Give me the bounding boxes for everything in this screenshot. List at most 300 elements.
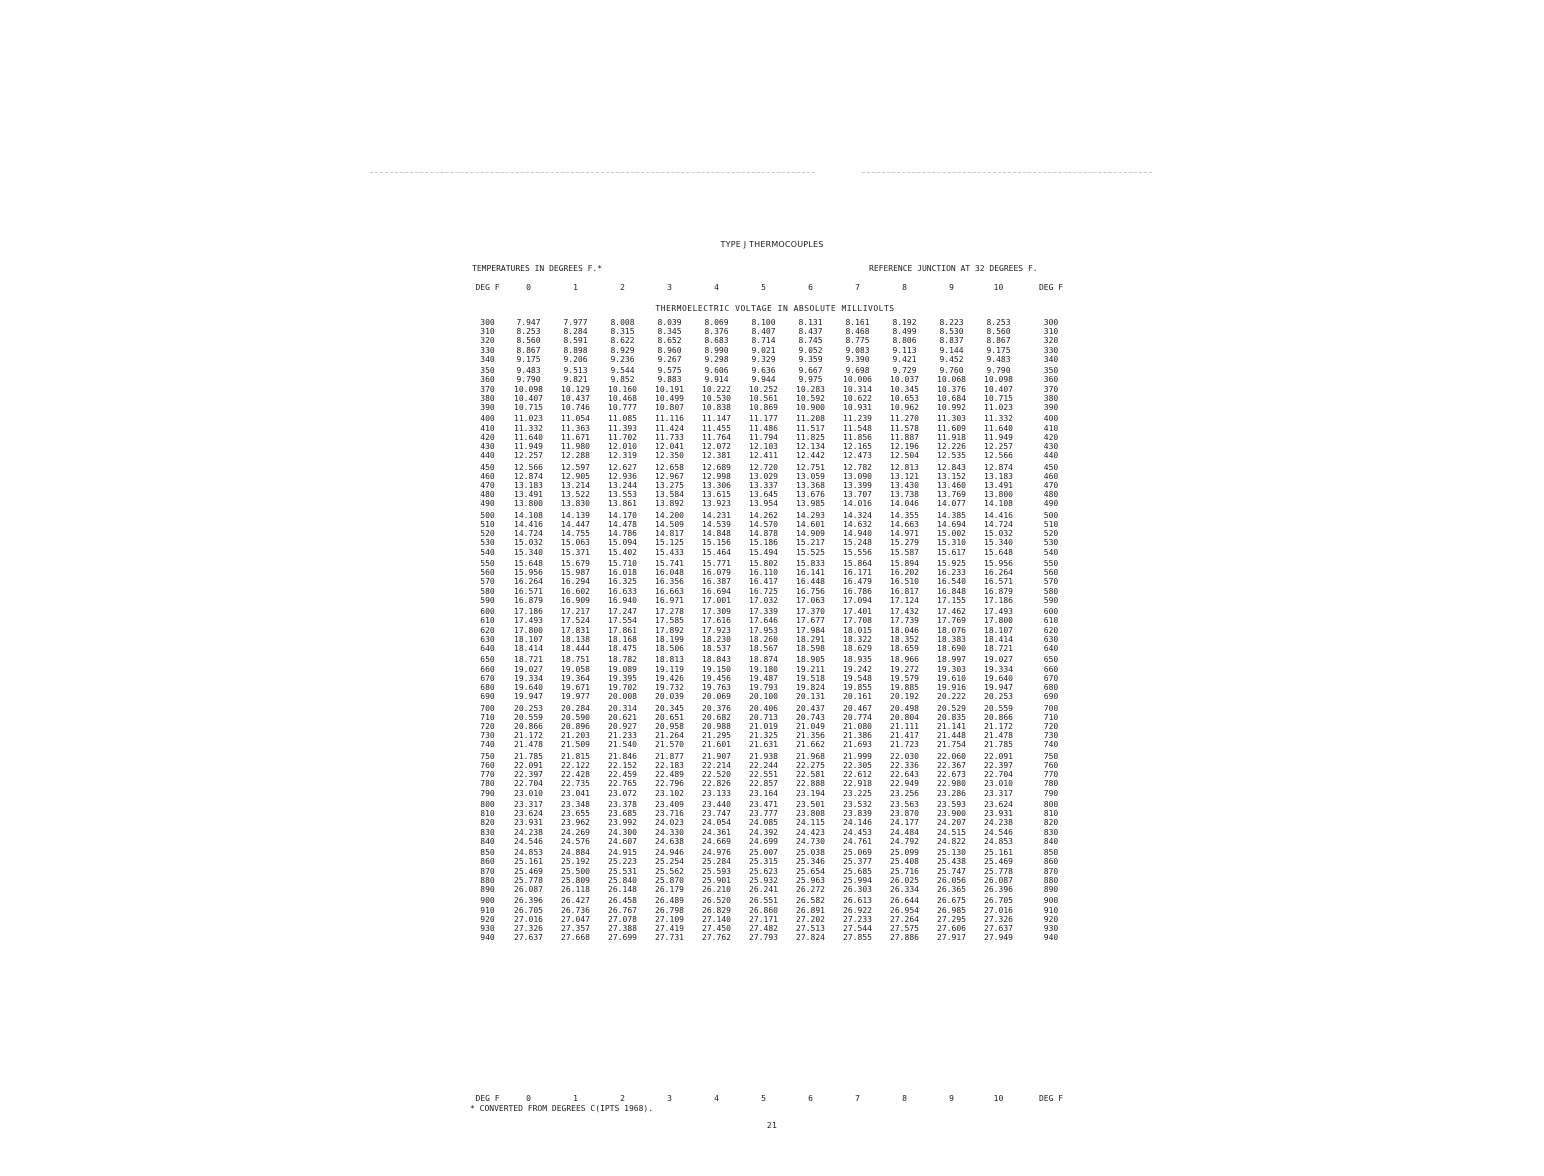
- voltage-cell: 11.208: [796, 414, 825, 424]
- voltage-cell: 20.774: [843, 712, 872, 722]
- voltage-cell: 22.428: [561, 770, 590, 780]
- voltage-cell: 12.936: [608, 471, 637, 481]
- voltage-cell: 13.214: [561, 481, 590, 491]
- voltage-cell: 8.530: [939, 327, 964, 337]
- voltage-cell: 25.377: [843, 857, 872, 867]
- table-row: [470, 837, 1080, 846]
- temperature-cell: 800: [1043, 800, 1059, 810]
- voltage-cell: 15.248: [843, 538, 872, 548]
- voltage-cell: 16.909: [561, 595, 590, 605]
- voltage-cell: 25.469: [514, 866, 543, 876]
- voltage-cell: 21.325: [749, 731, 778, 741]
- voltage-cell: 11.023: [514, 414, 543, 424]
- column-header: 1: [573, 283, 578, 292]
- temperature-cell: 680: [1043, 683, 1059, 693]
- voltage-cell: 10.407: [984, 384, 1013, 394]
- voltage-cell: 27.699: [608, 933, 637, 943]
- voltage-cell: 20.253: [514, 703, 543, 713]
- voltage-cell: 8.714: [751, 336, 776, 346]
- voltage-cell: 25.315: [749, 857, 778, 867]
- voltage-cell: 26.922: [843, 905, 872, 915]
- voltage-cell: 16.079: [702, 568, 731, 578]
- temperature-cell: 300: [1043, 318, 1059, 327]
- voltage-cell: 15.556: [843, 547, 872, 557]
- voltage-cell: 26.985: [937, 905, 966, 915]
- voltage-cell: 26.954: [890, 905, 919, 915]
- voltage-cell: 10.777: [608, 403, 637, 413]
- temperature-cell: 780: [1043, 779, 1059, 789]
- voltage-cell: 10.561: [749, 393, 778, 403]
- voltage-cell: 22.183: [655, 761, 684, 771]
- voltage-cell: 19.242: [843, 664, 872, 674]
- column-header: 4: [714, 283, 719, 292]
- column-header: 8: [902, 283, 907, 292]
- voltage-cell: 27.450: [702, 924, 731, 934]
- voltage-cell: 26.829: [702, 905, 731, 915]
- voltage-cell: 24.546: [514, 836, 543, 846]
- temperature-cell: 640: [1043, 644, 1059, 654]
- voltage-cell: 9.329: [751, 354, 776, 364]
- table-row: [470, 548, 1080, 557]
- voltage-cell: 27.949: [984, 933, 1013, 943]
- voltage-cell: 9.914: [704, 375, 729, 385]
- temperature-cell: 570: [1043, 577, 1059, 587]
- table-row: [470, 616, 1080, 625]
- voltage-cell: 25.932: [749, 875, 778, 885]
- voltage-cell: 18.260: [749, 634, 778, 644]
- voltage-cell: 16.171: [843, 568, 872, 578]
- voltage-cell: 27.637: [514, 933, 543, 943]
- voltage-cell: 22.459: [608, 770, 637, 780]
- voltage-cell: 22.152: [608, 761, 637, 771]
- temperature-cell: 770: [480, 770, 495, 780]
- temperature-cell: 380: [480, 393, 495, 403]
- voltage-cell: 20.590: [561, 712, 590, 722]
- voltage-cell: 27.109: [655, 914, 684, 924]
- voltage-cell: 26.118: [561, 885, 590, 895]
- voltage-cell: 23.194: [796, 788, 825, 798]
- voltage-cell: 12.041: [655, 442, 684, 452]
- voltage-cell: 20.406: [749, 703, 778, 713]
- voltage-cell: 27.544: [843, 924, 872, 934]
- voltage-cell: 13.337: [749, 481, 778, 491]
- voltage-cell: 9.175: [516, 354, 541, 364]
- voltage-cell: 9.729: [892, 366, 917, 376]
- temperature-cell: 910: [1043, 905, 1059, 915]
- voltage-cell: 22.888: [796, 779, 825, 789]
- table-subtitle: THERMOELECTRIC VOLTAGE IN ABSOLUTE MILLIVOLTS: [655, 304, 895, 313]
- voltage-cell: 27.793: [749, 933, 778, 943]
- table-row: [470, 433, 1080, 442]
- voltage-cell: 19.058: [561, 664, 590, 674]
- voltage-cell: 20.529: [937, 703, 966, 713]
- temperature-cell: 610: [480, 616, 495, 626]
- voltage-cell: 25.254: [655, 857, 684, 867]
- voltage-cell: 18.444: [561, 644, 590, 654]
- table-row: [470, 644, 1080, 653]
- temperature-cell: 400: [480, 414, 495, 424]
- voltage-cell: 21.417: [890, 731, 919, 741]
- voltage-cell: 27.824: [796, 933, 825, 943]
- voltage-cell: 24.300: [608, 827, 637, 837]
- voltage-cell: 15.094: [608, 538, 637, 548]
- voltage-cell: 18.107: [984, 625, 1013, 635]
- table-row: [470, 665, 1080, 674]
- voltage-cell: 15.648: [984, 547, 1013, 557]
- voltage-cell: 8.837: [939, 336, 964, 346]
- temperature-cell: 710: [480, 712, 495, 722]
- voltage-cell: 7.977: [563, 318, 588, 327]
- voltage-cell: 25.130: [937, 848, 966, 858]
- voltage-cell: 15.402: [608, 547, 637, 557]
- table-row: [470, 848, 1080, 857]
- voltage-cell: 19.518: [796, 673, 825, 683]
- voltage-cell: 9.698: [845, 366, 870, 376]
- voltage-cell: 25.593: [702, 866, 731, 876]
- voltage-cell: 11.517: [796, 423, 825, 433]
- table-row: [470, 499, 1080, 508]
- voltage-cell: 24.976: [702, 848, 731, 858]
- temperature-cell: 580: [1043, 586, 1059, 596]
- voltage-cell: 14.878: [749, 529, 778, 539]
- voltage-cell: 17.032: [749, 595, 778, 605]
- voltage-cell: 23.471: [749, 800, 778, 810]
- voltage-cell: 8.284: [563, 327, 588, 337]
- voltage-cell: 10.499: [655, 393, 684, 403]
- voltage-cell: 23.624: [984, 800, 1013, 810]
- voltage-cell: 15.987: [561, 568, 590, 578]
- temperature-cell: 500: [480, 510, 495, 520]
- voltage-cell: 27.482: [749, 924, 778, 934]
- voltage-cell: 22.244: [749, 761, 778, 771]
- voltage-cell: 10.006: [843, 375, 872, 385]
- voltage-cell: 15.587: [890, 547, 919, 557]
- temperature-cell: 470: [480, 481, 495, 491]
- voltage-cell: 27.731: [655, 933, 684, 943]
- voltage-cell: 15.925: [937, 559, 966, 569]
- voltage-cell: 8.345: [657, 327, 682, 337]
- voltage-cell: 8.437: [798, 327, 823, 337]
- voltage-cell: 10.992: [937, 403, 966, 413]
- voltage-cell: 27.295: [937, 914, 966, 924]
- voltage-cell: 21.448: [937, 731, 966, 741]
- voltage-cell: 20.437: [796, 703, 825, 713]
- voltage-cell: 23.931: [984, 809, 1013, 819]
- voltage-cell: 13.800: [514, 499, 543, 509]
- deg-f-header: DEG F: [475, 283, 500, 292]
- table-row: [470, 906, 1080, 915]
- voltage-cell: 14.509: [655, 520, 684, 530]
- voltage-cell: 22.673: [937, 770, 966, 780]
- voltage-cell: 15.063: [561, 538, 590, 548]
- temperature-cell: 670: [1043, 673, 1059, 683]
- voltage-cell: 24.023: [655, 818, 684, 828]
- voltage-cell: 21.631: [749, 740, 778, 750]
- voltage-cell: 17.217: [561, 607, 590, 617]
- table-row: [470, 414, 1080, 423]
- voltage-cell: 18.352: [890, 634, 919, 644]
- voltage-cell: 17.278: [655, 607, 684, 617]
- voltage-cell: 16.848: [937, 586, 966, 596]
- footnote: * CONVERTED FROM DEGREES C(IPTS 1968).: [470, 1104, 654, 1113]
- voltage-cell: 24.054: [702, 818, 731, 828]
- voltage-cell: 27.606: [937, 924, 966, 934]
- voltage-cell: 21.693: [843, 740, 872, 750]
- voltage-cell: 24.423: [796, 827, 825, 837]
- voltage-cell: 24.453: [843, 827, 872, 837]
- voltage-cell: 17.739: [890, 616, 919, 626]
- voltage-cell: 18.506: [655, 644, 684, 654]
- voltage-cell: 8.253: [986, 318, 1011, 327]
- voltage-cell: 16.940: [608, 595, 637, 605]
- voltage-cell: 12.782: [843, 462, 872, 472]
- voltage-cell: 8.622: [610, 336, 635, 346]
- voltage-cell: 13.368: [796, 481, 825, 491]
- voltage-cell: 12.010: [608, 442, 637, 452]
- voltage-cell: 25.716: [890, 866, 919, 876]
- voltage-cell: 23.593: [937, 800, 966, 810]
- voltage-cell: 21.478: [984, 731, 1013, 741]
- voltage-cell: 22.030: [890, 751, 919, 761]
- scan-artifact-line: [370, 172, 815, 174]
- voltage-cell: 15.833: [796, 559, 825, 569]
- voltage-cell: 17.001: [702, 595, 731, 605]
- temperature-cell: 500: [1043, 510, 1059, 520]
- temperature-cell: 670: [480, 673, 495, 683]
- temperature-cell: 770: [1043, 770, 1059, 780]
- voltage-cell: 25.747: [937, 866, 966, 876]
- voltage-cell: 14.293: [796, 510, 825, 520]
- voltage-cell: 24.792: [890, 836, 919, 846]
- voltage-cell: 20.161: [843, 692, 872, 702]
- voltage-cell: 23.225: [843, 788, 872, 798]
- voltage-cell: 18.475: [608, 644, 637, 654]
- voltage-cell: 15.217: [796, 538, 825, 548]
- voltage-cell: 20.621: [608, 712, 637, 722]
- voltage-cell: 8.100: [751, 318, 776, 327]
- voltage-cell: 26.767: [608, 905, 637, 915]
- voltage-cell: 18.414: [514, 644, 543, 654]
- voltage-cell: 11.303: [937, 414, 966, 424]
- voltage-cell: 18.874: [749, 655, 778, 665]
- voltage-cell: 15.648: [514, 559, 543, 569]
- voltage-cell: 10.437: [561, 393, 590, 403]
- voltage-cell: 13.306: [702, 481, 731, 491]
- temperature-cell: 470: [1043, 481, 1059, 491]
- voltage-cell: 11.671: [561, 432, 590, 442]
- voltage-cell: 20.069: [702, 692, 731, 702]
- voltage-cell: 19.426: [655, 673, 684, 683]
- voltage-cell: 26.489: [655, 896, 684, 906]
- voltage-cell: 19.089: [608, 664, 637, 674]
- voltage-cell: 12.257: [984, 442, 1013, 452]
- temperature-cell: 490: [480, 499, 495, 509]
- table-row: [470, 481, 1080, 490]
- voltage-cell: 12.720: [749, 462, 778, 472]
- voltage-cell: 13.399: [843, 481, 872, 491]
- voltage-cell: 27.047: [561, 914, 590, 924]
- voltage-cell: 12.350: [655, 451, 684, 461]
- column-header: 10: [993, 1094, 1004, 1103]
- voltage-cell: 10.869: [749, 403, 778, 413]
- voltage-cell: 15.156: [702, 538, 731, 548]
- temperature-cell: 550: [480, 559, 495, 569]
- voltage-cell: 25.408: [890, 857, 919, 867]
- voltage-cell: 21.570: [655, 740, 684, 750]
- table-row: [470, 451, 1080, 460]
- voltage-cell: 10.037: [890, 375, 919, 385]
- voltage-cell: 13.152: [937, 471, 966, 481]
- voltage-cell: 18.659: [890, 644, 919, 654]
- voltage-cell: 11.455: [702, 423, 731, 433]
- temperature-cell: 850: [1043, 848, 1059, 858]
- voltage-cell: 13.121: [890, 471, 919, 481]
- column-header: 5: [761, 283, 766, 292]
- temperature-cell: 930: [1043, 924, 1059, 934]
- voltage-cell: 13.738: [890, 490, 919, 500]
- column-header: 1: [573, 1094, 578, 1103]
- table-row: [470, 857, 1080, 866]
- voltage-cell: 13.059: [796, 471, 825, 481]
- column-header: 5: [761, 1094, 766, 1103]
- voltage-cell: 24.392: [749, 827, 778, 837]
- voltage-cell: 8.867: [516, 345, 541, 355]
- temperature-cell: 870: [480, 866, 495, 876]
- table-row: [470, 800, 1080, 809]
- voltage-cell: 12.689: [702, 462, 731, 472]
- voltage-cell: 24.607: [608, 836, 637, 846]
- voltage-cell: 9.421: [892, 354, 917, 364]
- voltage-cell: 24.361: [702, 827, 731, 837]
- voltage-cell: 9.483: [986, 354, 1011, 364]
- voltage-cell: 18.997: [937, 655, 966, 665]
- voltage-cell: 9.944: [751, 375, 776, 385]
- voltage-cell: 24.515: [937, 827, 966, 837]
- voltage-cell: 19.763: [702, 683, 731, 693]
- temperature-cell: 860: [480, 857, 495, 867]
- voltage-cell: 9.113: [892, 345, 917, 355]
- temperature-cell: 310: [480, 327, 495, 337]
- voltage-cell: 16.356: [655, 577, 684, 587]
- temperature-cell: 480: [1043, 490, 1059, 500]
- voltage-cell: 21.907: [702, 751, 731, 761]
- temperature-cell: 790: [480, 788, 495, 798]
- voltage-cell: 11.733: [655, 432, 684, 442]
- voltage-cell: 8.376: [704, 327, 729, 337]
- voltage-cell: 22.214: [702, 761, 731, 771]
- voltage-cell: 19.855: [843, 683, 872, 693]
- voltage-cell: 26.551: [749, 896, 778, 906]
- table-row: [470, 626, 1080, 635]
- temperature-cell: 750: [480, 751, 495, 761]
- voltage-cell: 12.072: [702, 442, 731, 452]
- voltage-cell: 23.501: [796, 800, 825, 810]
- voltage-cell: 16.264: [514, 577, 543, 587]
- voltage-cell: 13.183: [514, 481, 543, 491]
- voltage-cell: 18.966: [890, 655, 919, 665]
- temperature-cell: 510: [1043, 520, 1059, 530]
- voltage-cell: 12.134: [796, 442, 825, 452]
- voltage-cell: 11.085: [608, 414, 637, 424]
- temperature-cell: 680: [480, 683, 495, 693]
- temperature-cell: 540: [1043, 547, 1059, 557]
- voltage-cell: 15.956: [514, 568, 543, 578]
- voltage-cell: 16.325: [608, 577, 637, 587]
- temperature-cell: 560: [1043, 568, 1059, 578]
- voltage-cell: 8.253: [516, 327, 541, 337]
- voltage-cell: 24.484: [890, 827, 919, 837]
- table-row: [470, 346, 1080, 355]
- voltage-cell: 10.129: [561, 384, 590, 394]
- temperature-cell: 450: [480, 462, 495, 472]
- column-header-row: [470, 283, 1080, 295]
- voltage-cell: 16.110: [749, 568, 778, 578]
- voltage-cell: 17.800: [514, 625, 543, 635]
- voltage-cell: 16.233: [937, 568, 966, 578]
- voltage-cell: 18.813: [655, 655, 684, 665]
- voltage-cell: 27.233: [843, 914, 872, 924]
- temperature-cell: 360: [480, 375, 495, 385]
- voltage-cell: 19.916: [937, 683, 966, 693]
- temperature-cell: 400: [1043, 414, 1059, 424]
- voltage-cell: 13.954: [749, 499, 778, 509]
- voltage-cell: 26.087: [514, 885, 543, 895]
- voltage-cell: 16.602: [561, 586, 590, 596]
- voltage-cell: 19.640: [984, 673, 1013, 683]
- temperature-cell: 520: [480, 529, 495, 539]
- voltage-cell: 13.430: [890, 481, 919, 491]
- table-row: [470, 933, 1080, 942]
- temperature-cell: 890: [480, 885, 495, 895]
- voltage-cell: 13.244: [608, 481, 637, 491]
- voltage-cell: 23.348: [561, 800, 590, 810]
- voltage-cell: 19.027: [514, 664, 543, 674]
- temperature-cell: 530: [1043, 538, 1059, 548]
- voltage-cell: 14.848: [702, 529, 731, 539]
- table-row: [470, 713, 1080, 722]
- voltage-cell: 7.947: [516, 318, 541, 327]
- temperature-cell: 620: [480, 625, 495, 635]
- voltage-cell: 27.855: [843, 933, 872, 943]
- voltage-cell: 14.170: [608, 510, 637, 520]
- temperature-cell: 440: [1043, 451, 1059, 461]
- voltage-cell: 15.802: [749, 559, 778, 569]
- temperature-cell: 620: [1043, 625, 1059, 635]
- voltage-cell: 13.275: [655, 481, 684, 491]
- voltage-cell: 11.578: [890, 423, 919, 433]
- voltage-cell: 23.041: [561, 788, 590, 798]
- voltage-cell: 17.585: [655, 616, 684, 626]
- voltage-cell: 11.332: [984, 414, 1013, 424]
- voltage-cell: 16.879: [514, 595, 543, 605]
- voltage-cell: 23.808: [796, 809, 825, 819]
- temperature-cell: 510: [480, 520, 495, 530]
- voltage-cell: 22.826: [702, 779, 731, 789]
- voltage-cell: 14.355: [890, 510, 919, 520]
- voltage-cell: 20.804: [890, 712, 919, 722]
- voltage-cell: 16.264: [984, 568, 1013, 578]
- column-header: 0: [526, 1094, 531, 1103]
- voltage-cell: 24.638: [655, 836, 684, 846]
- temperature-cell: 450: [1043, 462, 1059, 472]
- voltage-cell: 14.724: [984, 520, 1013, 530]
- voltage-cell: 21.662: [796, 740, 825, 750]
- temperature-cell: 540: [480, 547, 495, 557]
- voltage-cell: 20.559: [984, 703, 1013, 713]
- voltage-cell: 22.305: [843, 761, 872, 771]
- voltage-cell: 10.468: [608, 393, 637, 403]
- voltage-cell: 9.975: [798, 375, 823, 385]
